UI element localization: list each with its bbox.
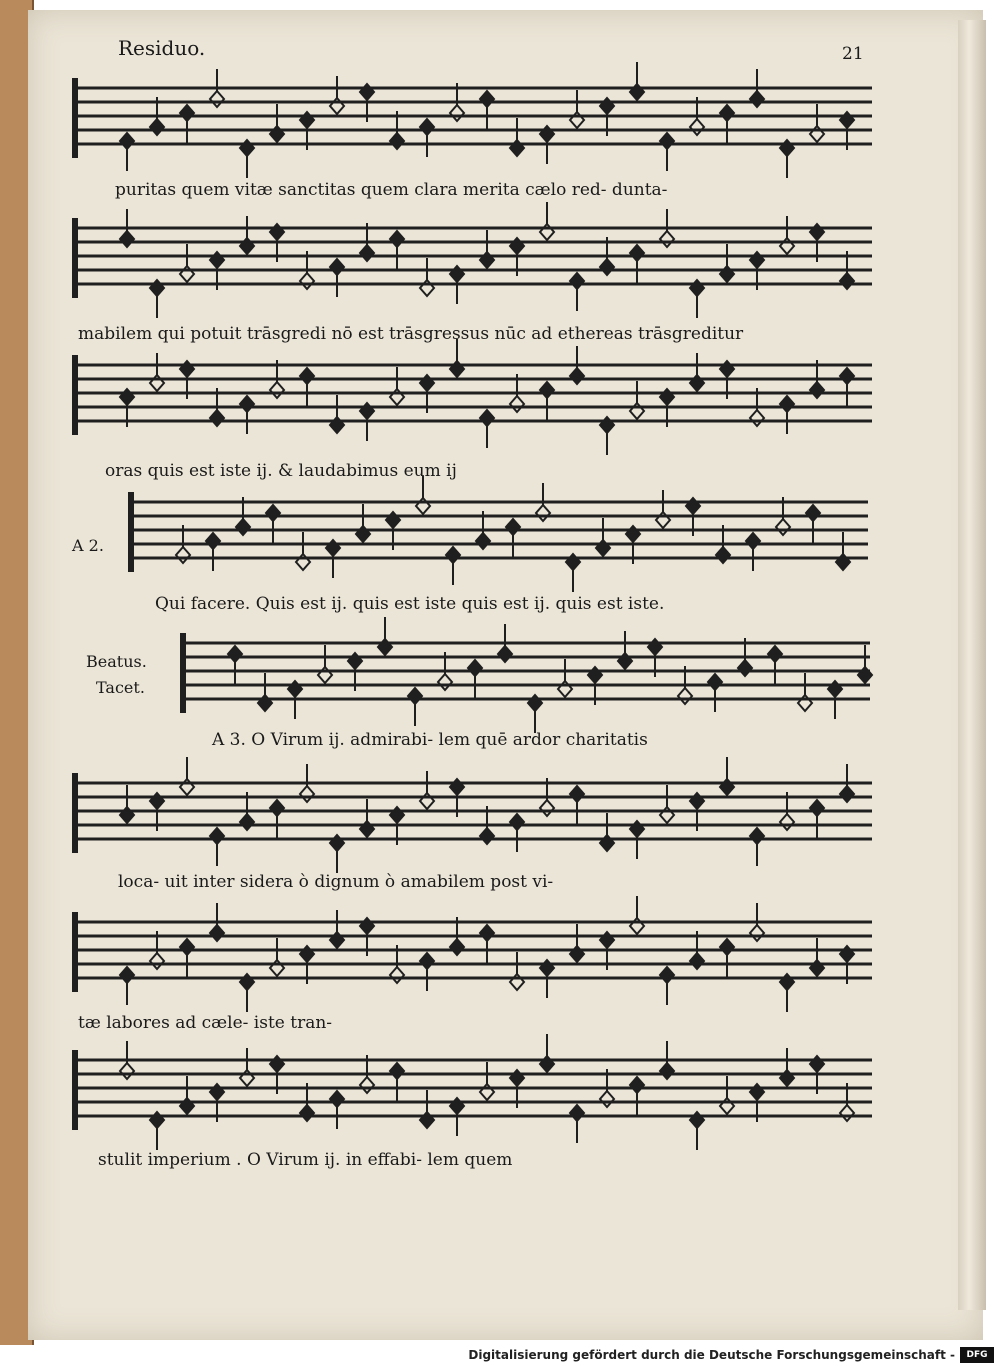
note <box>408 688 422 726</box>
note <box>480 91 494 129</box>
note <box>180 757 194 795</box>
note <box>780 216 794 254</box>
note <box>506 519 520 557</box>
note <box>570 90 584 128</box>
note <box>806 505 820 543</box>
page-header: Residuo. <box>118 36 206 60</box>
note <box>270 104 284 142</box>
note <box>570 273 584 311</box>
note <box>330 910 344 948</box>
clef-bar <box>72 912 78 992</box>
note <box>780 974 794 1012</box>
note <box>420 119 434 157</box>
note <box>300 368 314 406</box>
note <box>780 396 794 434</box>
note <box>206 533 220 571</box>
note <box>660 133 674 171</box>
note <box>450 339 464 377</box>
note <box>630 245 644 283</box>
note <box>566 554 580 592</box>
note <box>330 835 344 873</box>
lyric-line-6: loca- uit inter sidera ò dignum ò amabilem post vi- <box>118 872 554 892</box>
lyric-line-2: mabilem qui potuit trāsgredi nō est trāsgressus nūc ad ethereas trāsgreditur <box>78 324 744 344</box>
note <box>720 1076 734 1114</box>
note <box>510 952 524 990</box>
note <box>510 118 524 156</box>
note <box>570 786 584 824</box>
note <box>468 660 482 698</box>
note <box>480 1062 494 1100</box>
note <box>296 532 310 570</box>
note <box>258 673 272 711</box>
note <box>318 645 332 683</box>
note <box>600 417 614 455</box>
note <box>480 925 494 963</box>
note <box>540 1034 554 1072</box>
note <box>630 1077 644 1115</box>
note <box>120 967 134 1005</box>
note <box>120 785 134 823</box>
clef-bar <box>180 633 186 713</box>
note <box>858 645 872 683</box>
dfg-logo: DFG <box>960 1347 994 1363</box>
note <box>420 258 434 296</box>
note <box>570 924 584 962</box>
note <box>420 771 434 809</box>
note <box>690 280 704 318</box>
note <box>228 646 242 684</box>
clef-bar <box>72 218 78 298</box>
note <box>180 939 194 977</box>
note <box>528 695 542 733</box>
note <box>630 896 644 934</box>
note <box>750 828 764 866</box>
note <box>780 140 794 178</box>
lyric-line-4: Qui facere. Quis est ij. quis est iste quis est ij. quis est iste. <box>155 594 665 614</box>
clef-bar <box>72 355 78 435</box>
lyric-line-3: oras quis est iste ij. & laudabimus eum ij <box>105 461 457 481</box>
note <box>720 939 734 977</box>
note <box>720 244 734 282</box>
tacet-label: Tacet. <box>96 678 145 697</box>
note <box>390 1063 404 1101</box>
note <box>656 490 670 528</box>
note <box>768 646 782 684</box>
note <box>836 532 850 570</box>
clef-bar <box>72 1050 78 1130</box>
note <box>746 533 760 571</box>
voice-marker-a2: A 2. <box>72 536 104 555</box>
footer-bar <box>0 1345 1000 1366</box>
note <box>596 518 610 556</box>
note <box>390 367 404 405</box>
note <box>240 1048 254 1086</box>
note <box>570 1105 584 1143</box>
note <box>240 216 254 254</box>
note <box>798 673 812 711</box>
note <box>330 76 344 114</box>
note <box>120 133 134 171</box>
note <box>558 659 572 697</box>
note <box>180 244 194 282</box>
lyric-line-5: A 3. O Virum ij. admirabi- lem quē ardor charitatis <box>212 730 648 750</box>
note <box>270 800 284 838</box>
beatus-label: Beatus. <box>86 652 147 671</box>
note <box>660 785 674 823</box>
note <box>150 1112 164 1150</box>
note <box>420 1090 434 1128</box>
note <box>356 504 370 542</box>
note <box>630 62 644 100</box>
note <box>630 381 644 419</box>
note <box>270 938 284 976</box>
note <box>180 105 194 143</box>
note <box>210 828 224 866</box>
note <box>600 813 614 851</box>
note <box>378 617 392 655</box>
lyric-line-1: puritas quem vitæ sanctitas quem clara merita cælo red- dunta- <box>115 180 668 200</box>
clef-bar <box>72 773 78 853</box>
note <box>690 353 704 391</box>
footer-text: Digitalisierung gefördert durch die Deutsche Forschungsgemeinschaft - <box>468 1348 955 1362</box>
lyric-line-8: stulit imperium . O Virum ij. in effabi- lem quem <box>98 1150 513 1170</box>
note <box>420 953 434 991</box>
note <box>266 505 280 543</box>
note <box>480 410 494 448</box>
note <box>150 353 164 391</box>
page-number: 21 <box>842 44 864 64</box>
note <box>330 259 344 297</box>
note <box>660 967 674 1005</box>
note <box>240 140 254 178</box>
note <box>810 938 824 976</box>
note <box>150 280 164 318</box>
note <box>720 757 734 795</box>
note <box>446 547 460 585</box>
note <box>618 631 632 669</box>
note <box>240 396 254 434</box>
note <box>540 382 554 420</box>
note <box>480 230 494 268</box>
clef-bar <box>72 78 78 158</box>
note <box>240 974 254 1012</box>
clef-bar <box>128 492 134 572</box>
note <box>810 800 824 838</box>
note <box>780 1048 794 1086</box>
note <box>690 1112 704 1150</box>
note <box>330 395 344 433</box>
note <box>180 1076 194 1114</box>
note <box>510 814 524 852</box>
note <box>390 231 404 269</box>
note <box>360 799 374 837</box>
note <box>720 105 734 143</box>
note <box>540 202 554 240</box>
lyric-line-7: tæ labores ad cæle- iste tran- <box>78 1013 333 1033</box>
note <box>416 476 430 514</box>
note <box>810 104 824 142</box>
note <box>708 674 722 712</box>
note <box>840 368 854 406</box>
note <box>330 1091 344 1129</box>
